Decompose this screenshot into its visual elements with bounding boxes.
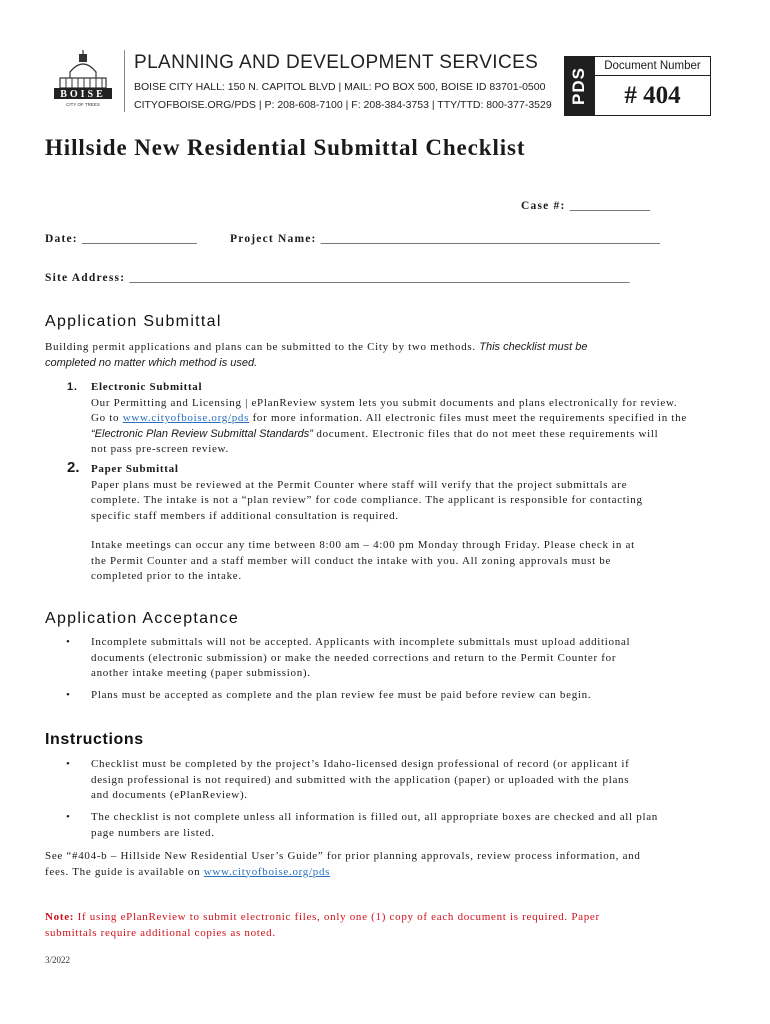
project-name-input-line[interactable]: ___________________________________________________________ (320, 233, 660, 245)
bullet-icon: • (66, 758, 70, 770)
date-input-line[interactable]: ____________________ (81, 233, 197, 245)
instructions-heading: Instructions (45, 731, 144, 748)
page-title: Hillside New Residential Submittal Checklist (45, 135, 526, 160)
users-guide-link[interactable]: www.cityofboise.org/pds (203, 865, 331, 878)
case-field[interactable] (521, 200, 650, 212)
application-acceptance-heading: Application Acceptance (45, 610, 240, 627)
paper-submittal-title: Paper Submittal (91, 463, 179, 475)
electronic-submittal-block: Electronic Submittal Our Permitting and Licensing | ePlanReview system lets you submit documents and plans electronically for review. Go to www.cityofboise.org/pds for more information. All electronic files must meet the requirements specified in the “Electronic Plan Review Submittal Standards” document. Electronic files that do not meet these requirements will not pass pre-screen review. (91, 380, 731, 458)
intro-emphasis-2: completed no matter which method is used. (45, 356, 258, 369)
project-name-field[interactable] (230, 233, 660, 245)
bullet-icon: • (66, 636, 70, 648)
document-number: # 404 (624, 82, 681, 109)
revision-date: 3/2022 (45, 955, 71, 965)
boise-city-logo (48, 48, 118, 108)
agency-name: PLANNING AND DEVELOPMENT SERVICES (134, 52, 539, 73)
cityofboise-link[interactable]: www.cityofboise.org/pds (122, 412, 250, 424)
instructions-item-2: The checklist is not complete unless all information is filled out, all appropriate boxes are checked and all plan page numbers are listed. (91, 811, 659, 839)
document-number-box (594, 56, 711, 116)
acceptance-item-2: Plans must be accepted as complete and the plan review fee must be paid before review can begin. (91, 689, 592, 701)
svg-text:CITY OF TREES: CITY OF TREES (66, 102, 100, 107)
case-input-line[interactable]: ______________ (569, 200, 651, 212)
site-address-field[interactable] (45, 272, 630, 284)
case-label: Case #: (521, 200, 566, 212)
address-line-1: BOISE CITY HALL: 150 N. CAPITOL BLVD | MAIL: PO BOX 500, BOISE ID 83701-0500 (134, 81, 546, 93)
address-line-2: CITYOFBOISE.ORG/PDS | P: 208-608-7100 | F: 208-384-3753 | TTY/TTD: 800-377-3529 (134, 99, 552, 111)
item-number-2: 2. (67, 459, 80, 476)
application-submittal-heading: Application Submittal (45, 313, 222, 330)
bullet-icon: • (66, 811, 70, 823)
note-label: Note: (45, 911, 75, 923)
paper-submittal-block: Paper Submittal Paper plans must be reviewed at the Permit Counter where staff will verify that the project submittals are complete. The intake is not a “plan review” for code compliance. The applicant is responsible for contacting specific staff members if additional consultation is required. Intake meetings can occur any time between 8:00 am – 4:00 pm Monday through Friday. Please check in at the Permit Counter and a staff member will conduct the intake with you. All zoning approvals must be completed prior to the intake. (91, 462, 731, 585)
acceptance-item-1: Incomplete submittals will not be accepted. Applicants with incomplete submittals must upload additional documents (electronic submission) or make the needed corrections and return to the Permit Counter for another intake meeting (paper submission). (91, 636, 631, 679)
date-field[interactable] (45, 233, 197, 245)
pds-label: PDS (569, 67, 588, 105)
ereview-note: Note: If using ePlanReview to submit electronic files, only one (1) copy of each document is required. Paper submittals require additional copies as noted. (45, 911, 600, 939)
submittal-intro: Building permit applications and plans can be submitted to the City by two methods. This checklist must be completed no matter which method is used. (45, 341, 588, 369)
document-number-label: Document Number (595, 60, 710, 76)
item-number-1: 1. (67, 381, 78, 393)
project-name-label: Project Name: (230, 233, 317, 245)
svg-text:BOISE: BOISE (60, 89, 106, 100)
date-label: Date: (45, 233, 78, 245)
pds-badge (564, 56, 594, 116)
site-address-input-line[interactable]: _______________________________________________________________________________________ (129, 272, 630, 284)
users-guide-reference: See “#404-b – Hillside New Residential User’s Guide” for prior planning approvals, review process information, and fees. The guide is available on www.cityofboise.org/pds (45, 850, 641, 878)
site-address-label: Site Address: (45, 272, 126, 284)
electronic-submittal-title: Electronic Submittal (91, 381, 203, 393)
instructions-item-1: Checklist must be completed by the project’s Idaho-licensed design professional of record (or applicant if design professional is not required) and submitted with the application (paper) or uploaded with the plans and documents (ePlanReview). (91, 758, 630, 801)
header-divider (124, 50, 125, 112)
bullet-icon: • (66, 689, 70, 701)
intro-emphasis-1: This checklist must be (479, 341, 588, 353)
